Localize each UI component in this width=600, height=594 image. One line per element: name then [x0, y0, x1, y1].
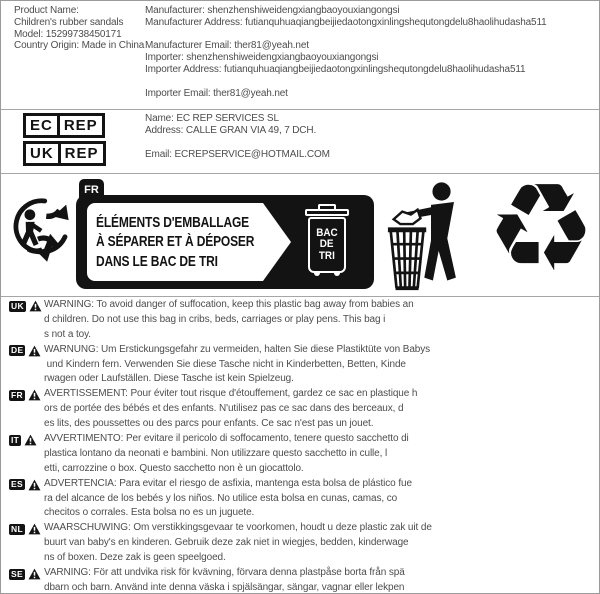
warning-it [9, 432, 594, 477]
product-model: Model: 15299738450171 [14, 28, 122, 40]
warning-line: rwagen oder Laufställen. Diese Tasche ist kein Spielzeug. [44, 373, 294, 385]
manufacturer-address: Manufacturer Address: futianquhuaqiangbeijiedaotongxinlingshequtongdelu8haolihudasha511 [145, 16, 547, 28]
rep-name: Name: EC REP SERVICES SL [145, 113, 279, 124]
warning-line: WARNING: To avoid danger of suffocation, keep this plastic bag away from babies an [44, 299, 414, 310]
lang-badge: DE [11, 345, 24, 356]
sorting-instruction-panel [76, 195, 374, 289]
warning-line: ra del alcance de los bebés y los niños. No utilice esta bolsa en cunas, camas, co [44, 492, 398, 504]
bin-wheel [314, 271, 320, 276]
uk-rep-badge [23, 141, 106, 166]
warning-triangle-icon [29, 300, 42, 312]
sorting-instruction-arrow [87, 203, 263, 281]
warning-triangle-icon [28, 523, 41, 535]
section-divider [1, 296, 599, 297]
warning-se [9, 566, 594, 594]
warning-line: WARNUNG: Um Erstickungsgefahr zu vermeiden, halten Sie diese Plastiktüte von Babys [44, 343, 431, 355]
product-origin: Country Origin: Made in China [14, 40, 145, 52]
warning-line: und Kindern fern. Verwenden Sie diese Tasche nicht in Kinderbetten, Betten, Kinde [44, 358, 406, 370]
ec-rep-badge-left: EC [23, 113, 60, 138]
rep-info-column [145, 113, 330, 161]
arrow-tip [263, 203, 291, 281]
product-name-value: Children's rubber sandals [14, 16, 124, 28]
warning-line: ns of boxen. Deze zak is geen speelgoed. [44, 552, 226, 564]
warning-nl [9, 521, 594, 566]
spacer-line [145, 137, 330, 149]
bin-lid [305, 209, 349, 216]
lang-badge: ES [11, 479, 23, 490]
warning-line: etti, carrozzine o box. Questo sacchetto non è un giocattolo. [44, 462, 304, 474]
warning-triangle-icon [28, 568, 41, 580]
product-info-column [14, 5, 144, 52]
bin-wheel [334, 271, 340, 276]
importer-address: Importer Address: futianquhuaqiangbeijiedaotongxinlingshequtongdelu8haolihudasha511 [145, 63, 526, 75]
warning-line: ADVERTENCIA: Para evitar el riesgo de asfixia, mantenga esta bolsa de plástico fue [44, 477, 412, 489]
ec-rep-badge-right: REP [57, 113, 105, 138]
warning-line: AVERTISSEMENT: Pour éviter tout risque d'étouffement, gardez ce sac en plastique h [44, 388, 418, 400]
spacer-line [145, 29, 547, 41]
recycling-mobius-icon: ♻ [486, 173, 596, 291]
spacer-line [145, 76, 547, 88]
bin-label-line: BAC [316, 226, 338, 239]
tidy-man-icon [383, 181, 479, 298]
product-name-label: Product Name: [14, 5, 79, 16]
warning-fr [9, 387, 594, 432]
lang-badge: FR [11, 389, 23, 400]
rep-address: Address: CALLE GRAN VIA 49, 7 DCH. [145, 125, 317, 136]
sorting-message-line: ÉLÉMENTS D'EMBALLAGE [96, 213, 249, 231]
warning-line: ors de portée des bébés et des enfants. N'utilisez pas ce sac dans des berceaux, d [44, 403, 404, 415]
bac-de-tri-bin-icon [303, 204, 351, 284]
warning-de [9, 343, 594, 388]
warning-line: s not a toy. [44, 328, 91, 340]
country-tab-label: FR [84, 184, 99, 196]
sorting-message-line: À SÉPARER ET À DÉPOSER [96, 233, 255, 251]
manufacturer-name: Manufacturer: shenzhenshiweidengxiangbaoyouxiangongsi [145, 5, 400, 16]
ec-rep-badge [23, 113, 105, 138]
warning-line: d children. Do not use this bag in cribs, beds, carriages or play pens. This bag i [44, 313, 386, 325]
section-divider [1, 109, 599, 110]
lang-badge: IT [11, 434, 20, 445]
warning-line: plastica lontano da neonati e bambini. Non utilizzare questo sacchetto in culle, l [44, 447, 388, 459]
uk-rep-badge-right: REP [58, 141, 106, 166]
warning-es [9, 477, 594, 522]
warning-triangle-icon [24, 434, 37, 446]
bin-body [308, 217, 346, 273]
warning-line: WAARSCHUWING: Om verstikkingsgevaar te voorkomen, houdt u deze plastic zak uit de [44, 522, 432, 534]
warning-line: checitos o corrales. Esta bolsa no es un juguete. [44, 507, 255, 519]
warnings-list [9, 298, 594, 594]
warning-line: VARNING: För att undvika risk för kvävning, förvara denna plastpåse borta från spä [44, 567, 405, 579]
warning-line: AVVERTIMENTO: Per evitare il pericolo di soffocamento, tenere questo sacchetto di [44, 433, 409, 445]
importer-name: Importer: shenzhenshiweidengxiangbaoyouxiangongsi [145, 52, 379, 64]
warning-triangle-icon [28, 345, 41, 357]
triman-icon [9, 196, 71, 273]
warning-triangle-icon [28, 479, 41, 491]
warning-line: dbarn och barn. Använd inte denna väska i spjälsängar, sängar, vagnar eller lekpen [44, 581, 405, 593]
manufacturer-email: Manufacturer Email: ther81@yeah.net [145, 40, 309, 52]
manufacturer-info-column [145, 5, 547, 99]
warning-triangle-icon [28, 389, 41, 401]
importer-email: Importer Email: ther81@yeah.net [145, 87, 288, 99]
warning-line: buurt van baby's en kinderen. Gebruik deze zak niet in wiegjes, bedden, kinderwage [44, 537, 409, 549]
lang-badge: NL [11, 523, 23, 534]
bin-label-line: DE [320, 238, 334, 251]
bin-label-line: TRI [319, 249, 335, 262]
warning-line: es lits, des poussettes ou des parcs pour enfants. Ce sac n'est pas un jouet. [44, 418, 374, 430]
sorting-message-line: DANS LE BAC DE TRI [96, 252, 218, 270]
lang-badge: UK [11, 300, 24, 311]
country-tab [79, 179, 104, 201]
warning-uk [9, 298, 594, 343]
uk-rep-badge-left: UK [23, 141, 61, 166]
rep-email: Email: ECREPSERVICE@HOTMAIL.COM [145, 149, 330, 160]
lang-badge: SE [11, 568, 23, 579]
